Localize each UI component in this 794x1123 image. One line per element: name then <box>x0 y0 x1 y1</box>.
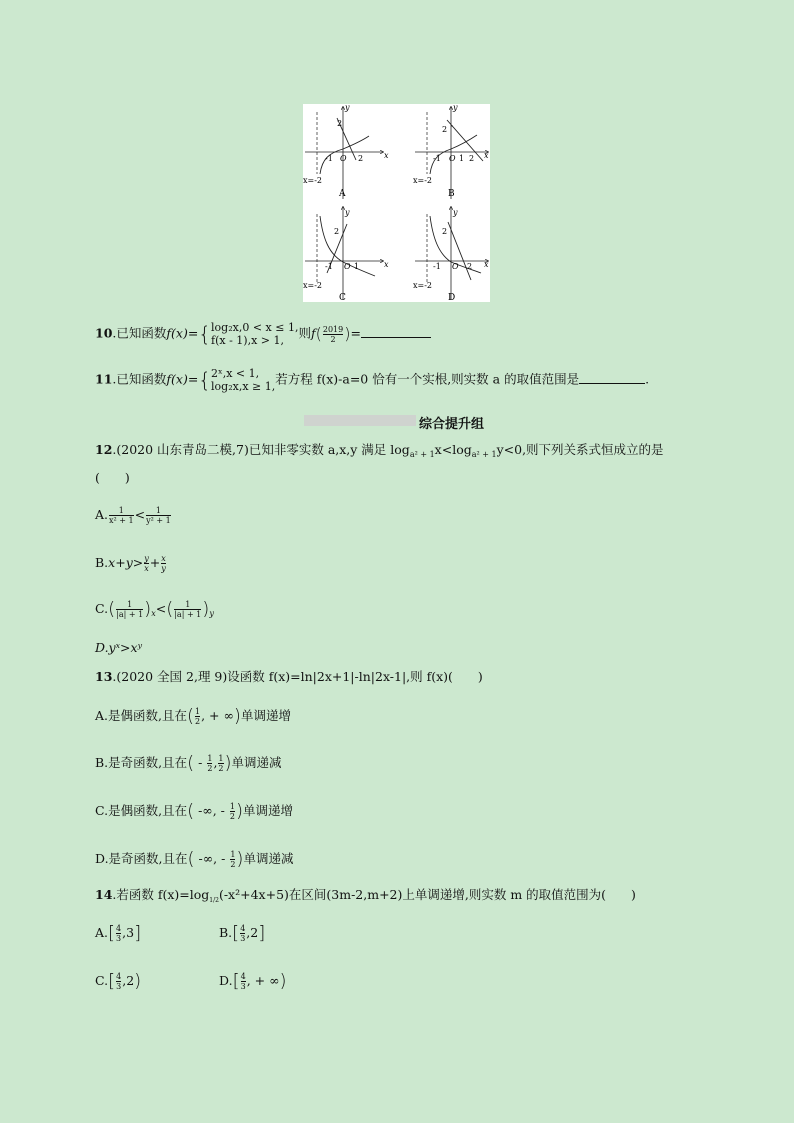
option-label: A. <box>95 507 109 522</box>
fraction-denominator: 3 <box>116 934 122 943</box>
fraction-numerator: 4 <box>240 972 246 981</box>
option-13-b[interactable]: B.是奇函数,且在( - $\frac{1}{2}$ , $\frac{1}{2}$ )单调递减 <box>95 752 282 774</box>
option-14-b[interactable]: B.[ $\frac{4}{3}$ ,2] <box>219 922 266 944</box>
fraction-numerator: 1 <box>118 506 124 515</box>
fraction-denominator: 2 <box>195 717 201 726</box>
fraction <box>323 325 343 344</box>
question-12 <box>95 442 664 463</box>
fraction <box>116 972 121 991</box>
question-number: 11 <box>95 371 113 387</box>
svg-text:2: 2 <box>469 154 475 163</box>
option-text-tail: 单调递减 <box>231 755 282 770</box>
question-text: .(2020 山东青岛二模,7)已知非零实数 a,x,y 满足 log <box>112 442 410 457</box>
log-base: a² + 1 <box>409 450 435 459</box>
fraction <box>241 972 246 991</box>
exponent: y <box>209 609 214 618</box>
question-number: 12 <box>95 442 113 457</box>
case-2: f(x - 1),x > 1, <box>211 334 285 347</box>
question-text: .若函数 f(x)=log <box>112 887 210 902</box>
fraction-numerator: 1 <box>127 600 133 609</box>
piecewise-cases <box>211 367 275 393</box>
svg-text:-1: -1 <box>433 154 441 163</box>
fraction <box>207 754 212 773</box>
function-expr: f(x)= <box>166 371 199 387</box>
fraction-numerator: 4 <box>240 924 246 933</box>
svg-text:y: y <box>453 208 458 217</box>
option-text-tail: 单调递增 <box>243 803 294 818</box>
svg-text:y: y <box>345 208 350 217</box>
option-expr: x+y> <box>108 555 144 570</box>
option-12-b[interactable] <box>95 554 167 573</box>
fraction-numerator: 1 <box>218 754 224 763</box>
fraction-denominator: y² + 1 <box>146 516 171 525</box>
svg-text:x=-2: x=-2 <box>413 176 433 185</box>
question-10: 10.已知函数f(x)={ log₂x,0 < x ≤ 1, f(x - 1),x > 1, 则f( $\frac{2019}{2}$ )= <box>95 321 431 347</box>
option-text: A.是偶函数,且在 <box>95 708 187 723</box>
svg-text:C: C <box>339 293 346 302</box>
fraction <box>240 924 245 943</box>
question-number: 14 <box>95 887 113 902</box>
question-text: .已知函数 <box>112 325 167 341</box>
fraction <box>116 600 143 619</box>
svg-text:2: 2 <box>467 262 473 271</box>
svg-text:x: x <box>484 260 489 269</box>
interval-head: -∞, - <box>194 803 229 818</box>
svg-text:x: x <box>384 260 389 269</box>
interval-end: ,2 <box>122 973 135 988</box>
option-label: B. <box>219 925 233 940</box>
svg-text:-1: -1 <box>325 262 333 271</box>
option-label: A. <box>95 925 109 940</box>
left-brace: { <box>198 322 212 346</box>
fraction-numerator: y <box>144 554 149 563</box>
piecewise-cases <box>211 321 298 347</box>
fraction <box>109 506 134 525</box>
graph-options-figure <box>303 104 490 302</box>
svg-text:y: y <box>345 104 350 112</box>
question-12-paren: ( ) <box>95 470 130 485</box>
option-14-c[interactable]: C.[ $\frac{4}{3}$ ,2) <box>95 970 142 992</box>
option-text: D.是奇函数,且在 <box>95 851 188 866</box>
question-number: 10 <box>95 325 113 341</box>
question-11 <box>95 367 649 393</box>
option-14-a[interactable]: A.[ $\frac{4}{3}$ ,3] <box>95 922 142 944</box>
exponent: x <box>151 609 156 618</box>
fraction-denominator: 2 <box>323 334 343 344</box>
svg-text:O: O <box>452 262 459 271</box>
option-13-d[interactable]: D.是奇函数,且在( -∞, - $\frac{1}{2}$ )单调递减 <box>95 848 294 870</box>
fraction <box>230 850 235 869</box>
graph-panel-b <box>413 104 489 199</box>
fraction-numerator: 2019 <box>322 324 344 334</box>
function-f: f <box>310 325 316 341</box>
fraction-numerator: 1 <box>229 802 235 811</box>
fraction-denominator: y <box>161 564 166 573</box>
case-2: log₂x,x ≥ 1, <box>211 380 276 393</box>
svg-text:A: A <box>339 189 346 199</box>
option-label: C. <box>95 601 109 616</box>
graph-options-svg <box>303 104 490 302</box>
left-brace: { <box>198 368 212 392</box>
interval-end: ,2 <box>246 925 259 940</box>
fraction-denominator: |a| + 1 <box>116 610 144 619</box>
svg-text:1: 1 <box>354 262 360 271</box>
case-1: 2ˣ,x < 1, <box>211 367 260 380</box>
fraction <box>218 754 223 773</box>
graph-panel-c <box>303 207 389 302</box>
svg-text:D: D <box>448 293 456 302</box>
fraction-denominator: 2 <box>229 812 235 821</box>
fraction-numerator: 1 <box>195 707 201 716</box>
svg-text:2: 2 <box>442 227 448 236</box>
question-14 <box>95 887 636 909</box>
answer-blank[interactable] <box>361 325 431 338</box>
interval-head: -∞, - <box>194 851 230 866</box>
svg-text:O: O <box>449 154 456 163</box>
section-title: 综合提升组 <box>419 417 485 432</box>
option-text-tail: 单调递增 <box>240 708 291 723</box>
option-13-c[interactable]: C.是偶函数,且在( -∞, - $\frac{1}{2}$ )单调递增 <box>95 800 294 822</box>
fraction <box>146 506 171 525</box>
less-than: < <box>134 507 146 522</box>
answer-blank[interactable] <box>579 371 645 384</box>
fraction <box>144 554 149 573</box>
interval-end: ,3 <box>122 925 135 940</box>
option-label: B. <box>95 555 109 570</box>
section-bar <box>304 415 416 426</box>
interval-head: - <box>194 755 207 770</box>
option-text-tail: 单调递减 <box>243 851 294 866</box>
fraction-numerator: 4 <box>116 924 122 933</box>
question-number: 13 <box>95 669 113 684</box>
option-12-d[interactable]: D.yˣ>xʸ <box>95 640 143 655</box>
fraction-numerator: 1 <box>207 754 213 763</box>
log-base: a² + 1 <box>471 450 497 459</box>
function-expr: f(x)= <box>166 325 199 341</box>
svg-text:2: 2 <box>334 227 340 236</box>
option-14-d[interactable]: D.[ $\frac{4}{3}$ , + ∞) <box>219 970 287 992</box>
fraction <box>174 600 201 619</box>
option-text: C.是偶函数,且在 <box>95 803 188 818</box>
option-text: B.是奇函数,且在 <box>95 755 188 770</box>
svg-text:x=-2: x=-2 <box>413 281 433 290</box>
svg-text:x: x <box>484 151 489 160</box>
question-text: .已知函数 <box>112 371 167 387</box>
option-12-a[interactable] <box>95 506 172 525</box>
svg-text:x=-2: x=-2 <box>303 281 323 290</box>
fraction-numerator: 1 <box>185 600 191 609</box>
plus-sign: + <box>149 555 161 570</box>
svg-text:2: 2 <box>337 119 343 128</box>
question-text: .(2020 全国 2,理 9)设函数 f(x)=ln|2x+1|-ln|2x-1|,则 f(x)( ) <box>112 669 483 684</box>
svg-text:x: x <box>384 151 389 160</box>
svg-text:O: O <box>340 154 347 163</box>
svg-text:1: 1 <box>459 154 465 163</box>
svg-text:y: y <box>453 104 458 112</box>
fraction-denominator: 2 <box>218 764 224 773</box>
question-text-tail: (-x²+4x+5)在区间(3m-2,m+2)上单调递增,则实数 m 的取值范围为( ) <box>218 887 636 902</box>
fraction-numerator: 1 <box>230 850 236 859</box>
fraction-numerator: x <box>161 554 166 563</box>
question-text-tail: y<0,则下列关系式恒成立的是 <box>496 442 664 457</box>
fraction-numerator: 4 <box>116 972 122 981</box>
fraction <box>195 707 200 726</box>
svg-text:-1: -1 <box>433 262 441 271</box>
option-label: C. <box>95 973 109 988</box>
case-1: log₂x,0 < x ≤ 1, <box>211 321 299 334</box>
fraction-denominator: 2 <box>207 764 213 773</box>
svg-text:2: 2 <box>358 154 364 163</box>
svg-text:-1: -1 <box>325 154 333 163</box>
then-text: 则 <box>298 325 311 341</box>
svg-text:2: 2 <box>442 125 448 134</box>
fraction-denominator: x² + 1 <box>109 516 134 525</box>
fraction-numerator: 1 <box>155 506 161 515</box>
fraction-denominator: 3 <box>116 982 122 991</box>
option-13-a[interactable]: A.是偶函数,且在( $\frac{1}{2}$ , + ∞)单调递增 <box>95 705 291 727</box>
fraction <box>230 802 235 821</box>
interval-tail: , + ∞ <box>201 708 234 723</box>
graph-panel-a <box>303 104 389 199</box>
less-than: < <box>155 601 167 616</box>
interval-end: , + ∞ <box>246 973 280 988</box>
svg-text:O: O <box>344 262 351 271</box>
inequality-mid: x<log <box>434 442 472 457</box>
fraction-denominator: 2 <box>230 860 236 869</box>
log-base: 1/2 <box>209 897 219 904</box>
question-text-tail: 若方程 f(x)-a=0 恰有一个实根,则实数 a 的取值范围是 <box>275 371 580 387</box>
fraction-denominator: x <box>144 564 149 573</box>
fraction-denominator: 3 <box>240 934 246 943</box>
fraction-denominator: 3 <box>240 982 246 991</box>
svg-text:B: B <box>448 189 455 199</box>
fraction-denominator: |a| + 1 <box>174 610 202 619</box>
fraction <box>161 554 166 573</box>
question-13 <box>95 669 483 685</box>
equals-sign: = <box>350 325 361 341</box>
svg-text:x=-2: x=-2 <box>303 176 323 185</box>
option-label: D. <box>219 973 233 988</box>
fraction <box>116 924 121 943</box>
period: . <box>645 371 650 387</box>
option-12-c[interactable]: C.( $\frac{1}{|a| + 1}$ )$_x<$( $\frac{1}{|a| + 1}$ )$_y$ <box>95 598 214 620</box>
graph-panel-d <box>413 207 489 302</box>
